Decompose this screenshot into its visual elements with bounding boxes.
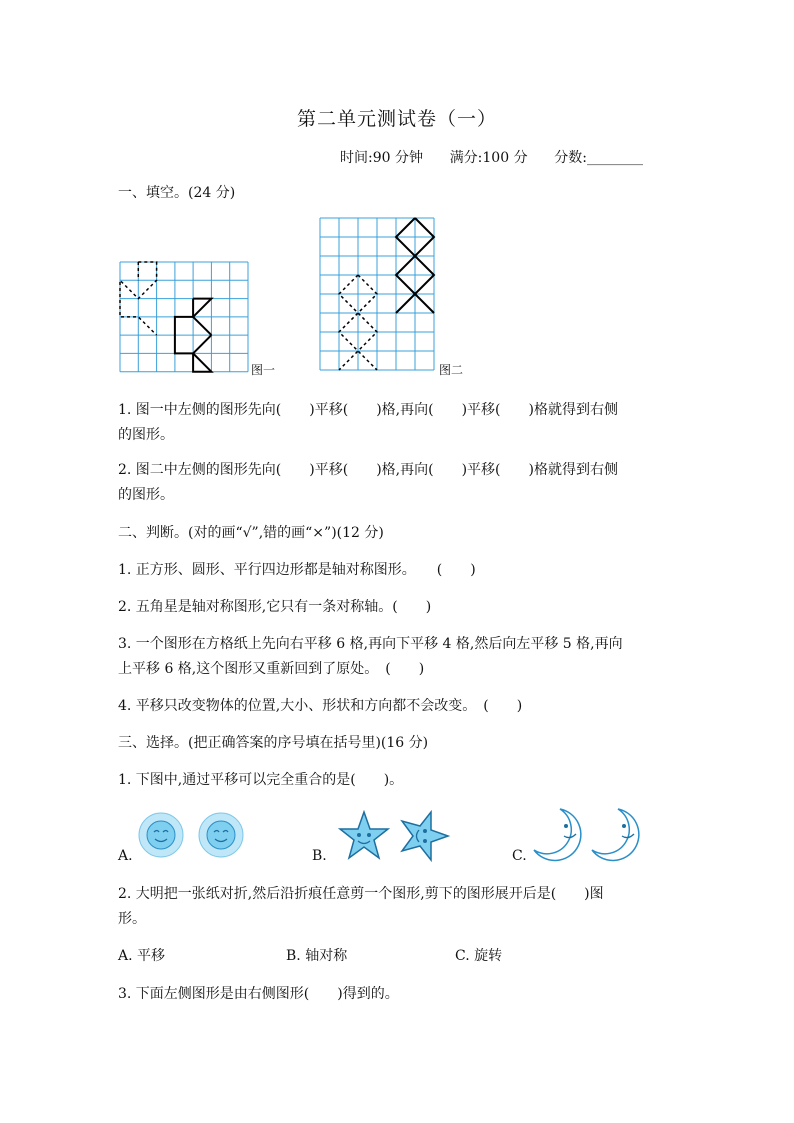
s1-question1-line2: 的图形。	[118, 427, 174, 443]
s2-question3-line1: 3. 一个图形在方格纸上先向右平移 6 格,再向下平移 4 格,然后向左平移 5 格,再向	[118, 636, 623, 652]
exam-meta	[340, 147, 643, 167]
s3-question3: 3. 下面左侧图形是由右侧图形( )得到的。	[118, 986, 399, 1002]
s1-question1-line1: 1. 图一中左侧的图形先向( )平移( )格,再向( )平移( )格就得到右侧	[118, 402, 618, 418]
s1-question2-line1: 2. 图二中左侧的图形先向( )平移( )格,再向( )平移( )格就得到右侧	[118, 462, 618, 478]
s3-question2-line2: 形。	[118, 911, 146, 927]
star-icon	[402, 812, 448, 860]
section3-heading: 三、选择。(把正确答案的序号填在括号里)(16 分)	[118, 735, 429, 751]
full-score: 满分:100 分	[449, 150, 528, 166]
score-field[interactable]: 分数:________	[554, 150, 643, 166]
s3-question2-line1: 2. 大明把一张纸对折,然后沿折痕任意剪一个图形,剪下的图形展开后是( )图	[118, 886, 604, 902]
time-limit: 时间:90 分钟	[340, 150, 423, 166]
s2-question1: 1. 正方形、圆形、平行四边形都是轴对称图形。 ( )	[118, 562, 476, 578]
s2-question4: 4. 平移只改变物体的位置,大小、形状和方向都不会改变。 ( )	[118, 698, 523, 714]
section1-heading: 一、填空。(24 分)	[118, 185, 236, 201]
sun-icon	[199, 813, 243, 857]
figure1-grid	[118, 260, 253, 376]
option-a-label: A.	[118, 848, 133, 864]
page-title: 第二单元测试卷（一）	[296, 108, 497, 130]
sun-icon	[139, 813, 183, 857]
moon-icon	[534, 809, 581, 860]
option-a-suns	[135, 808, 255, 863]
moon-icon	[592, 809, 639, 860]
option-c-moons	[530, 806, 648, 864]
option-b-label: B.	[312, 848, 327, 864]
s2-question2: 2. 五角星是轴对称图形,它只有一条对称轴。( )	[118, 599, 432, 615]
s3-q2-option-a: A. 平移	[118, 948, 166, 964]
section2-heading: 二、判断。(对的画“√”,错的画“×”)(12 分)	[118, 525, 384, 541]
option-b-stars	[338, 810, 453, 862]
s1-question2-line2: 的图形。	[118, 487, 174, 503]
figure2-caption: 图二	[439, 363, 464, 377]
s3-q2-option-c: C. 旋转	[455, 948, 503, 964]
figure1-caption: 图一	[251, 363, 276, 377]
star-icon	[340, 812, 388, 858]
s2-question3-line2: 上平移 6 格,这个图形又重新回到了原处。 ( )	[118, 661, 425, 677]
option-c-label: C.	[512, 848, 527, 864]
s3-q2-option-b: B. 轴对称	[286, 948, 348, 964]
s3-question1: 1. 下图中,通过平移可以完全重合的是( )。	[118, 772, 404, 788]
figure2-grid	[318, 216, 440, 376]
